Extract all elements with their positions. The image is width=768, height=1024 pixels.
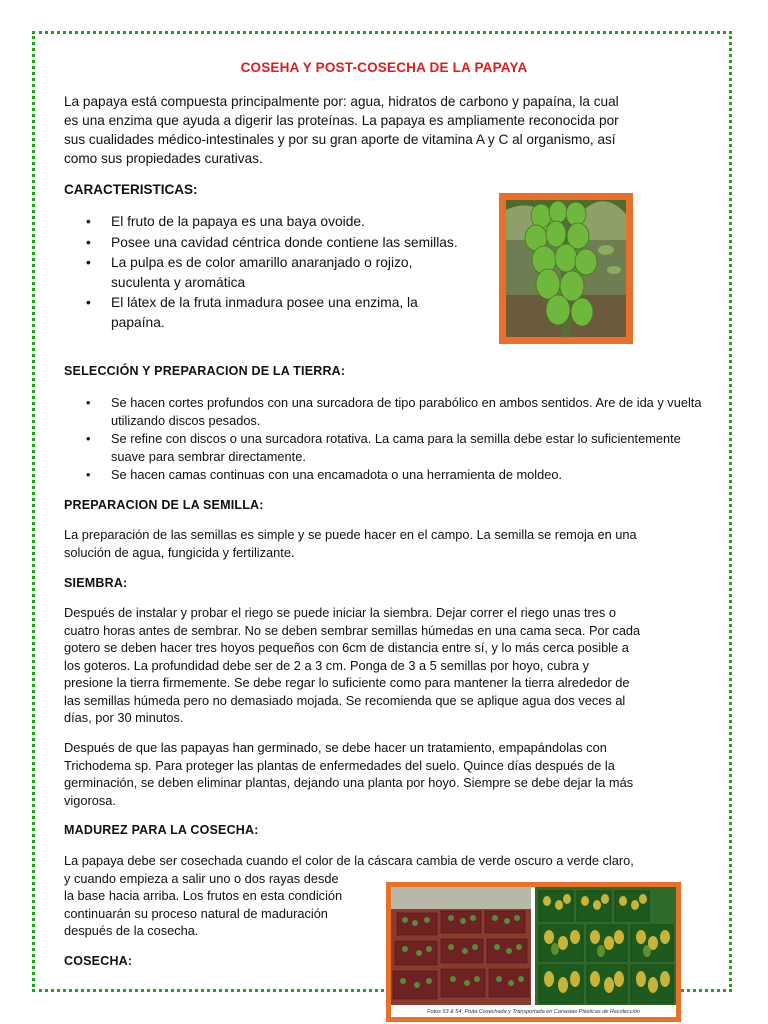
text-line: solución de agua, fungicida y fertilizante. xyxy=(64,544,295,560)
harvest-photo-inner xyxy=(391,887,676,1017)
text-line: gotero se deben hacer tres hoyos pequeños con 6cm de distancia entre sí, y lo más cerca posible a xyxy=(64,640,629,655)
madurez-heading: MADUREZ PARA LA COSECHA: xyxy=(64,823,259,837)
text-line: las semillas húmeda pero no demasiado mojada. Se recomienda que se aplique agua dos veces al xyxy=(64,692,626,708)
text-line: La papaya debe ser cosechada cuando el color de la cáscara cambia de verde oscuro a verde claro, xyxy=(64,853,634,868)
page-title: COSEHA Y POST-COSECHA DE LA PAPAYA xyxy=(240,60,528,75)
list-item: • Se hacen cortes profundos con una surcadora de tipo parabólico en ambos sentidos. Are de ida y vuelta utilizando discos pesados. xyxy=(64,394,714,429)
seleccion-list xyxy=(64,394,714,484)
intro-line: sus cualidades médico-intestinales y por su gran aporte de vitamina A y C al organismo, así xyxy=(64,132,616,147)
text-line: días, por 30 minutos. xyxy=(64,710,184,725)
list-item: • Se refine con discos o una surcadora rotativa. La cama para la semilla debe estar lo suficientemente suave para sembrar directamente. xyxy=(64,430,714,465)
papaya-tree-image xyxy=(506,200,626,337)
text-line: continuarán su proceso natural de maduración xyxy=(64,905,328,921)
text-line: Trichodema sp. Para proteger las plantas de enfermedades del suelo. Quince días después de la xyxy=(64,757,615,773)
intro-line: como sus propiedades curativas. xyxy=(64,151,263,166)
intro-paragraph xyxy=(64,92,619,168)
text-line: La preparación de las semillas es simple y se puede hacer en el campo. La semilla se remoja en una xyxy=(64,527,637,542)
text-line: cuatro horas antes de sembrar. No se deben sembrar semillas húmedas en una cama seca. Por cada xyxy=(64,622,641,638)
harvest-photo xyxy=(386,882,681,1022)
text-line: germinación, se deben eliminar plantas, dejando una planta por hoyo. Siempre se debe dejar la más xyxy=(64,775,634,790)
siembra-paragraph-1 xyxy=(64,604,640,727)
text-line: presione la tierra firmemente. Se debe regar lo suficiente como para mantener la tierra alrededor de xyxy=(64,675,630,690)
siembra-heading: SIEMBRA: xyxy=(64,576,128,590)
text-line: Después de instalar y probar el riego se puede iniciar la siembra. Dejar correr el riego unas tres o xyxy=(64,605,616,620)
text-line: después de la cosecha. xyxy=(64,923,199,938)
semilla-paragraph xyxy=(64,526,637,561)
list-item: • El látex de la fruta inmadura posee una enzima, la papaína. xyxy=(64,293,464,332)
caracteristicas-heading: CARACTERISTICAS: xyxy=(64,182,198,197)
caracteristicas-list xyxy=(64,212,464,333)
cosecha-heading: COSECHA: xyxy=(64,954,133,968)
photo-caption: Fotos 53 & 54: Fruta Cosechada y Transportada en Canastas Plásticas de Recolección xyxy=(427,1009,640,1015)
papaya-tree-photo xyxy=(499,193,633,344)
semilla-heading: PREPARACION DE LA SEMILLA: xyxy=(64,498,264,512)
list-item: • El fruto de la papaya es una baya ovoide. xyxy=(64,212,464,232)
intro-line: La papaya está compuesta principalmente por: agua, hidratos de carbono y papaína, la cual xyxy=(64,94,619,109)
intro-line: es una enzima que ayuda a digerir las proteínas. La papaya es ampliamente reconocida por xyxy=(64,113,619,128)
text-line: vigorosa. xyxy=(64,792,116,808)
harvest-crates-image xyxy=(391,887,676,1005)
text-line: la base hacia arriba. Los frutos en esta condición xyxy=(64,888,343,903)
list-item: • La pulpa es de color amarillo anaranjado o rojizo, suculenta y aromática xyxy=(64,253,464,292)
text-line: y cuando empieza a salir uno o dos rayas desde xyxy=(64,870,339,886)
siembra-paragraph-2 xyxy=(64,739,633,809)
seleccion-heading: SELECCIÓN Y PREPARACION DE LA TIERRA: xyxy=(64,364,346,378)
list-item: • Se hacen camas continuas con una encamadota o una herramienta de moldeo. xyxy=(64,466,714,484)
text-line: Después de que las papayas han germinado, se debe hacer un tratamiento, empapándolas con xyxy=(64,740,607,755)
list-item: • Posee una cavidad céntrica donde contiene las semillas. xyxy=(64,233,464,253)
text-line: los goteros. La profundidad debe ser de 2 a 3 cm. Ponga de 3 a 5 semillas por hoyo, cubra y xyxy=(64,657,589,673)
